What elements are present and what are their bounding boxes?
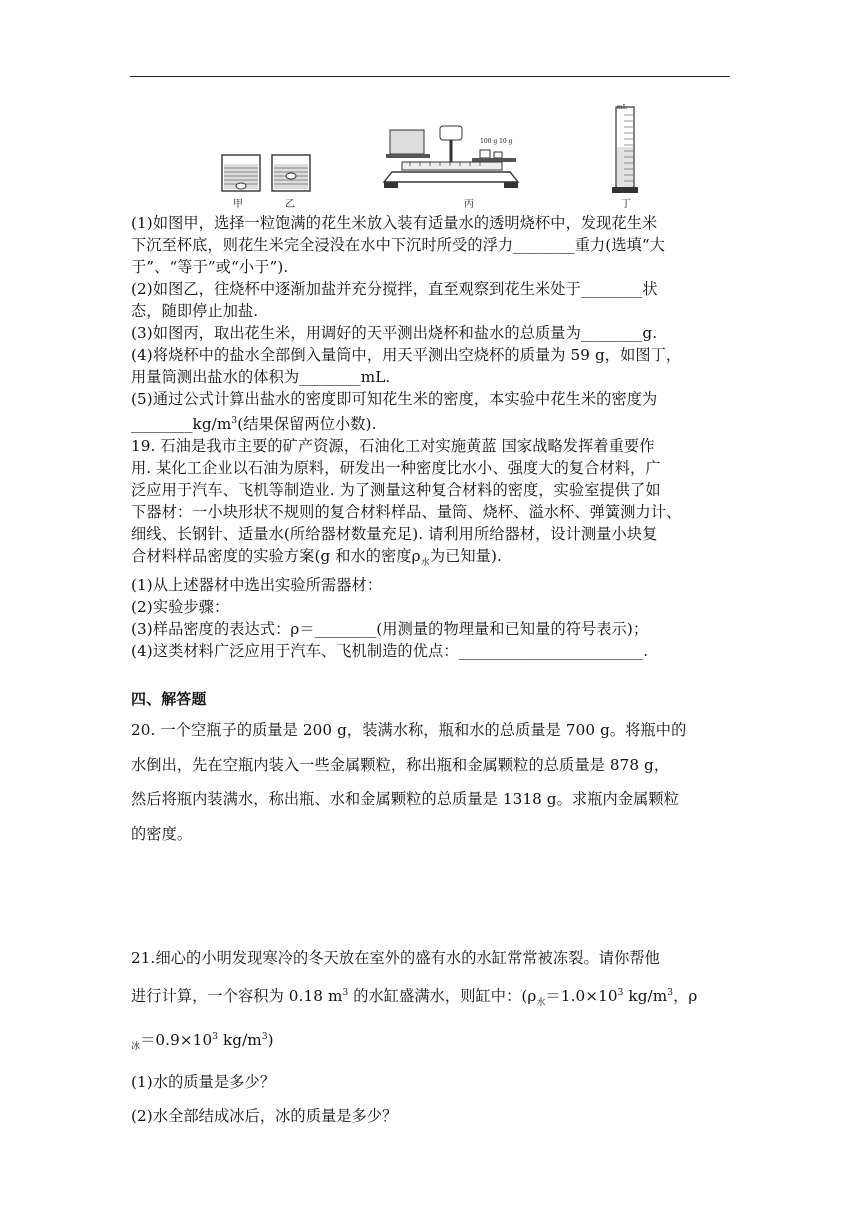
section-title: 四、解答题 <box>131 690 207 708</box>
graduated-cylinder-illustration <box>610 105 640 195</box>
q20-line: 20. 一个空瓶子的质量是 200 g，装满水称，瓶和水的总质量是 700 g。将瓶中的 <box>131 721 687 739</box>
q19-line: 下器材：一小块形状不规则的复合材料样品、量筒、烧杯、溢水杯、弹簧测力计、 <box>131 503 682 522</box>
q19-l6-b: 为已知量). <box>429 547 502 566</box>
q19-line: 细线、长钢针、适量水(所给器材数量充足). 请利用所给器材，设计测量小块复 <box>131 525 658 544</box>
question-18-body <box>131 212 731 662</box>
q18-line: 下沉至杯底，则花生米完全浸没在水中下沉时所受的浮力________重力(选填“大 <box>131 236 666 254</box>
q21-l2-a: 进行计算，一个容积为 0.18 m <box>131 986 343 1005</box>
caption-jia: 甲 <box>233 199 243 210</box>
q20-line: 然后将瓶内装满水，称出瓶、水和金属颗粒的总质量是 1318 g。求瓶内金属颗粒 <box>131 790 679 808</box>
q18-line: (5)通过公式计算出盐水的密度即可知花生米的密度，本实验中花生米的密度为 <box>131 390 658 408</box>
q20-line: 水倒出，先在空瓶内装入一些金属颗粒，称出瓶和金属颗粒的总质量是 878 g， <box>131 755 670 774</box>
q19-item: (4)这类材料广泛应用于汽车、飞机制造的优点：________________________. <box>131 642 649 661</box>
q21-l3-sub: 冰 <box>131 1042 141 1053</box>
q21-l2-c: ＝1.0×10 <box>545 986 618 1005</box>
question-21-body <box>131 941 731 1134</box>
beaker-jia-illustration <box>220 152 262 194</box>
caption-bing: 丙 <box>464 199 474 210</box>
q21-l3-a: ＝0.9×10 <box>140 1031 213 1050</box>
q19-item: (1)从上述器材中选出实验所需器材： <box>131 576 383 595</box>
q21-l2-d: kg/m <box>623 986 668 1005</box>
cylinder-unit: mL <box>617 104 627 111</box>
q18-line: (4)将烧杯中的盐水全部倒入量筒中，用天平测出空烧杯的质量为 59 g，如图丁， <box>131 346 682 364</box>
q18-line-last <box>131 410 731 435</box>
q21-l2-b: 的水缸盛满水，则缸中：(ρ <box>348 986 537 1005</box>
caption-yi: 乙 <box>285 199 295 210</box>
q21-line2 <box>131 976 731 1021</box>
q18-line: (3)如图丙，取出花生米，用调好的天平测出烧杯和盐水的总质量为________g. <box>131 324 658 342</box>
q21-l2-sup3: 3 <box>667 987 674 998</box>
q18-line: (1)如图甲，选择一粒饱满的花生米放入装有适量水的透明烧杯中，发现花生米 <box>131 214 658 232</box>
q19-l6-a: 合材料样品密度的实验方案(g 和水的密度ρ <box>131 547 421 566</box>
q21-item: (2)水全部结成冰后，冰的质量是多少？ <box>131 1107 398 1126</box>
balance-scale-illustration <box>380 122 530 192</box>
q21-line3 <box>131 1020 731 1065</box>
q19-line: 泛应用于汽车、飞机等制造业. 为了测量这种复合材料的密度，实验室提供了如 <box>131 481 661 500</box>
q19-item: (2)实验步骤： <box>131 598 230 617</box>
experiment-figures <box>130 100 730 210</box>
q21-l3-sup2: 3 <box>261 1032 268 1043</box>
q19-l6-sub: 水 <box>420 558 430 569</box>
q21-item: (1)水的质量是多少？ <box>131 1072 276 1091</box>
q18-line: 于”、“等于”或“小于”). <box>131 258 289 276</box>
q18-line: (2)如图乙，往烧杯中逐渐加盐并充分搅拌，直至观察到花生米处于________状 <box>131 280 658 298</box>
header-rule <box>130 76 730 77</box>
q21-line1: 21.细心的小明发现寒冷的冬天放在室外的盛有水的水缸常常被冻裂。请你帮他 <box>131 949 660 967</box>
q21-l3-sup1: 3 <box>212 1032 219 1043</box>
caption-ding: 丁 <box>621 199 631 210</box>
q19-line-6 <box>131 545 731 574</box>
q21-l2-sub: 水 <box>536 997 546 1008</box>
q18-line: 用量筒测出盐水的体积为________mL. <box>131 368 391 386</box>
weights-label: 100 g 10 g <box>480 138 513 145</box>
q21-l2-sup1: 3 <box>342 987 349 998</box>
q19-line: 用. 某化工企业以石油为原料，研发出一种密度比水小、强度大的复合材料，广 <box>131 459 661 478</box>
q19-item: (3)样品密度的表达式：ρ＝________(用测量的物理量和已知量的符号表示)； <box>131 620 649 639</box>
q21-l3-b: kg/m <box>218 1031 262 1050</box>
q18-line: 态，随即停止加盐. <box>131 302 259 320</box>
q18-last-sup: 3 <box>231 416 238 426</box>
q18-last-a: ________kg/m <box>131 415 232 434</box>
q21-l2-sup2: 3 <box>617 987 624 998</box>
q21-l3-c: ) <box>267 1031 274 1050</box>
q21-l2-e: ，ρ <box>673 986 698 1005</box>
question-20-body <box>131 713 731 851</box>
q19-line: 19. 石油是我市主要的矿产资源，石油化工对实施黄蓝 国家战略发挥着重要作 <box>131 437 655 456</box>
q18-last-b: (结果保留两位小数). <box>237 415 377 434</box>
beaker-yi-illustration <box>270 152 312 194</box>
q20-line: 的密度。 <box>131 824 193 843</box>
